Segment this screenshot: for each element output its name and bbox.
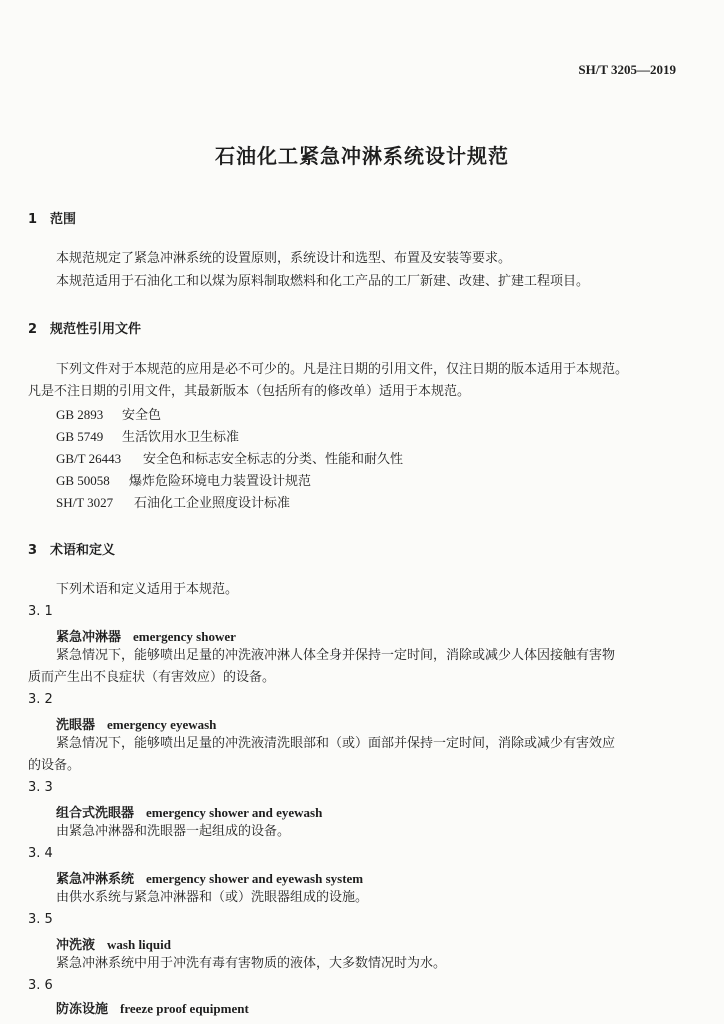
reference-code: GB 50058 (56, 473, 110, 488)
paragraph: 下列术语和定义适用于本规范。 (56, 582, 239, 597)
term-english: wash liquid (107, 937, 171, 952)
reference-item (56, 451, 724, 468)
clause-number: 3. 4 (28, 846, 53, 861)
document-title: 石油化工紧急冲淋系统设计规范 (215, 144, 509, 168)
term-definition: 紧急冲淋系统中用于冲洗有毒有害物质的液体，大多数情况时为水。 (56, 956, 447, 971)
reference-title: 石油化工企业照度设计标准 (134, 496, 291, 511)
section-3-heading (28, 539, 115, 558)
clause-number: 3. 6 (28, 978, 53, 993)
section-number: 1 (28, 212, 38, 227)
reference-code: GB/T 26443 (56, 451, 122, 466)
term-english: emergency eyewash (107, 717, 217, 732)
term-entry (56, 868, 363, 887)
clause-number: 3. 1 (28, 604, 53, 619)
reference-item (56, 495, 724, 512)
term-definition: 紧急情况下，能够喷出足量的冲洗液冲淋人体全身并保持一定时间，消除或减少人体因接触有害物 (56, 648, 616, 663)
paragraph: 本规范适用于石油化工和以煤为原料制取燃料和化工产品的工厂新建、改建、扩建工程项目。 (56, 274, 590, 289)
term-definition: 质而产生出不良症状（有害效应）的设备。 (28, 670, 276, 685)
term-entry (56, 802, 322, 821)
term-chinese: 紧急冲淋器 (56, 630, 122, 645)
paragraph: 本规范规定了紧急冲淋系统的设置原则，系统设计和选型、布置及安装等要求。 (56, 251, 512, 266)
term-chinese: 冲洗液 (56, 938, 96, 953)
term-english: emergency shower and eyewash system (146, 871, 364, 886)
term-chinese: 组合式洗眼器 (56, 806, 135, 821)
section-title: 规范性引用文件 (50, 322, 142, 337)
section-title: 范围 (50, 212, 77, 227)
term-chinese: 洗眼器 (56, 718, 96, 733)
term-chinese: 紧急冲淋系统 (56, 872, 135, 887)
reference-code: GB 2893 (56, 407, 104, 422)
section-number: 3 (28, 543, 38, 558)
clause-number: 3. 3 (28, 780, 53, 795)
term-entry (56, 934, 171, 953)
term-english: emergency shower (133, 629, 236, 644)
section-number: 2 (28, 322, 38, 337)
reference-title: 安全色和标志安全标志的分类、性能和耐久性 (143, 452, 404, 467)
reference-item (56, 473, 724, 490)
term-definition: 由供水系统与紧急冲淋器和（或）洗眼器组成的设施。 (56, 890, 369, 905)
reference-item (56, 407, 724, 424)
section-2-heading (28, 318, 141, 337)
term-english: emergency shower and eyewash (146, 805, 323, 820)
term-english: freeze proof equipment (120, 1001, 249, 1016)
paragraph: 凡是不注日期的引用文件，其最新版本（包括所有的修改单）适用于本规范。 (28, 384, 471, 399)
term-entry (56, 998, 249, 1017)
standard-code: SH/T 3205—2019 (578, 62, 676, 77)
section-1-heading (28, 208, 76, 227)
reference-code: GB 5749 (56, 429, 104, 444)
paragraph: 下列文件对于本规范的应用是必不可少的。凡是注日期的引用文件，仅注日期的版本适用于本规范。 (56, 362, 629, 377)
term-chinese: 防冻设施 (56, 1002, 109, 1017)
term-definition: 的设备。 (28, 758, 81, 773)
term-entry (56, 714, 216, 733)
reference-code: SH/T 3027 (56, 495, 114, 510)
clause-number: 3. 2 (28, 692, 53, 707)
term-definition: 紧急情况下，能够喷出足量的冲洗液清洗眼部和（或）面部并保持一定时间，消除或减少有害效应 (56, 736, 616, 751)
reference-title: 爆炸危险环境电力装置设计规范 (129, 474, 312, 489)
section-title: 术语和定义 (50, 543, 116, 558)
reference-title: 安全色 (122, 408, 162, 423)
reference-title: 生活饮用水卫生标准 (122, 430, 240, 445)
term-entry (56, 626, 236, 645)
reference-item (56, 429, 724, 446)
term-definition: 由紧急冲淋器和洗眼器一起组成的设备。 (56, 824, 291, 839)
clause-number: 3. 5 (28, 912, 53, 927)
